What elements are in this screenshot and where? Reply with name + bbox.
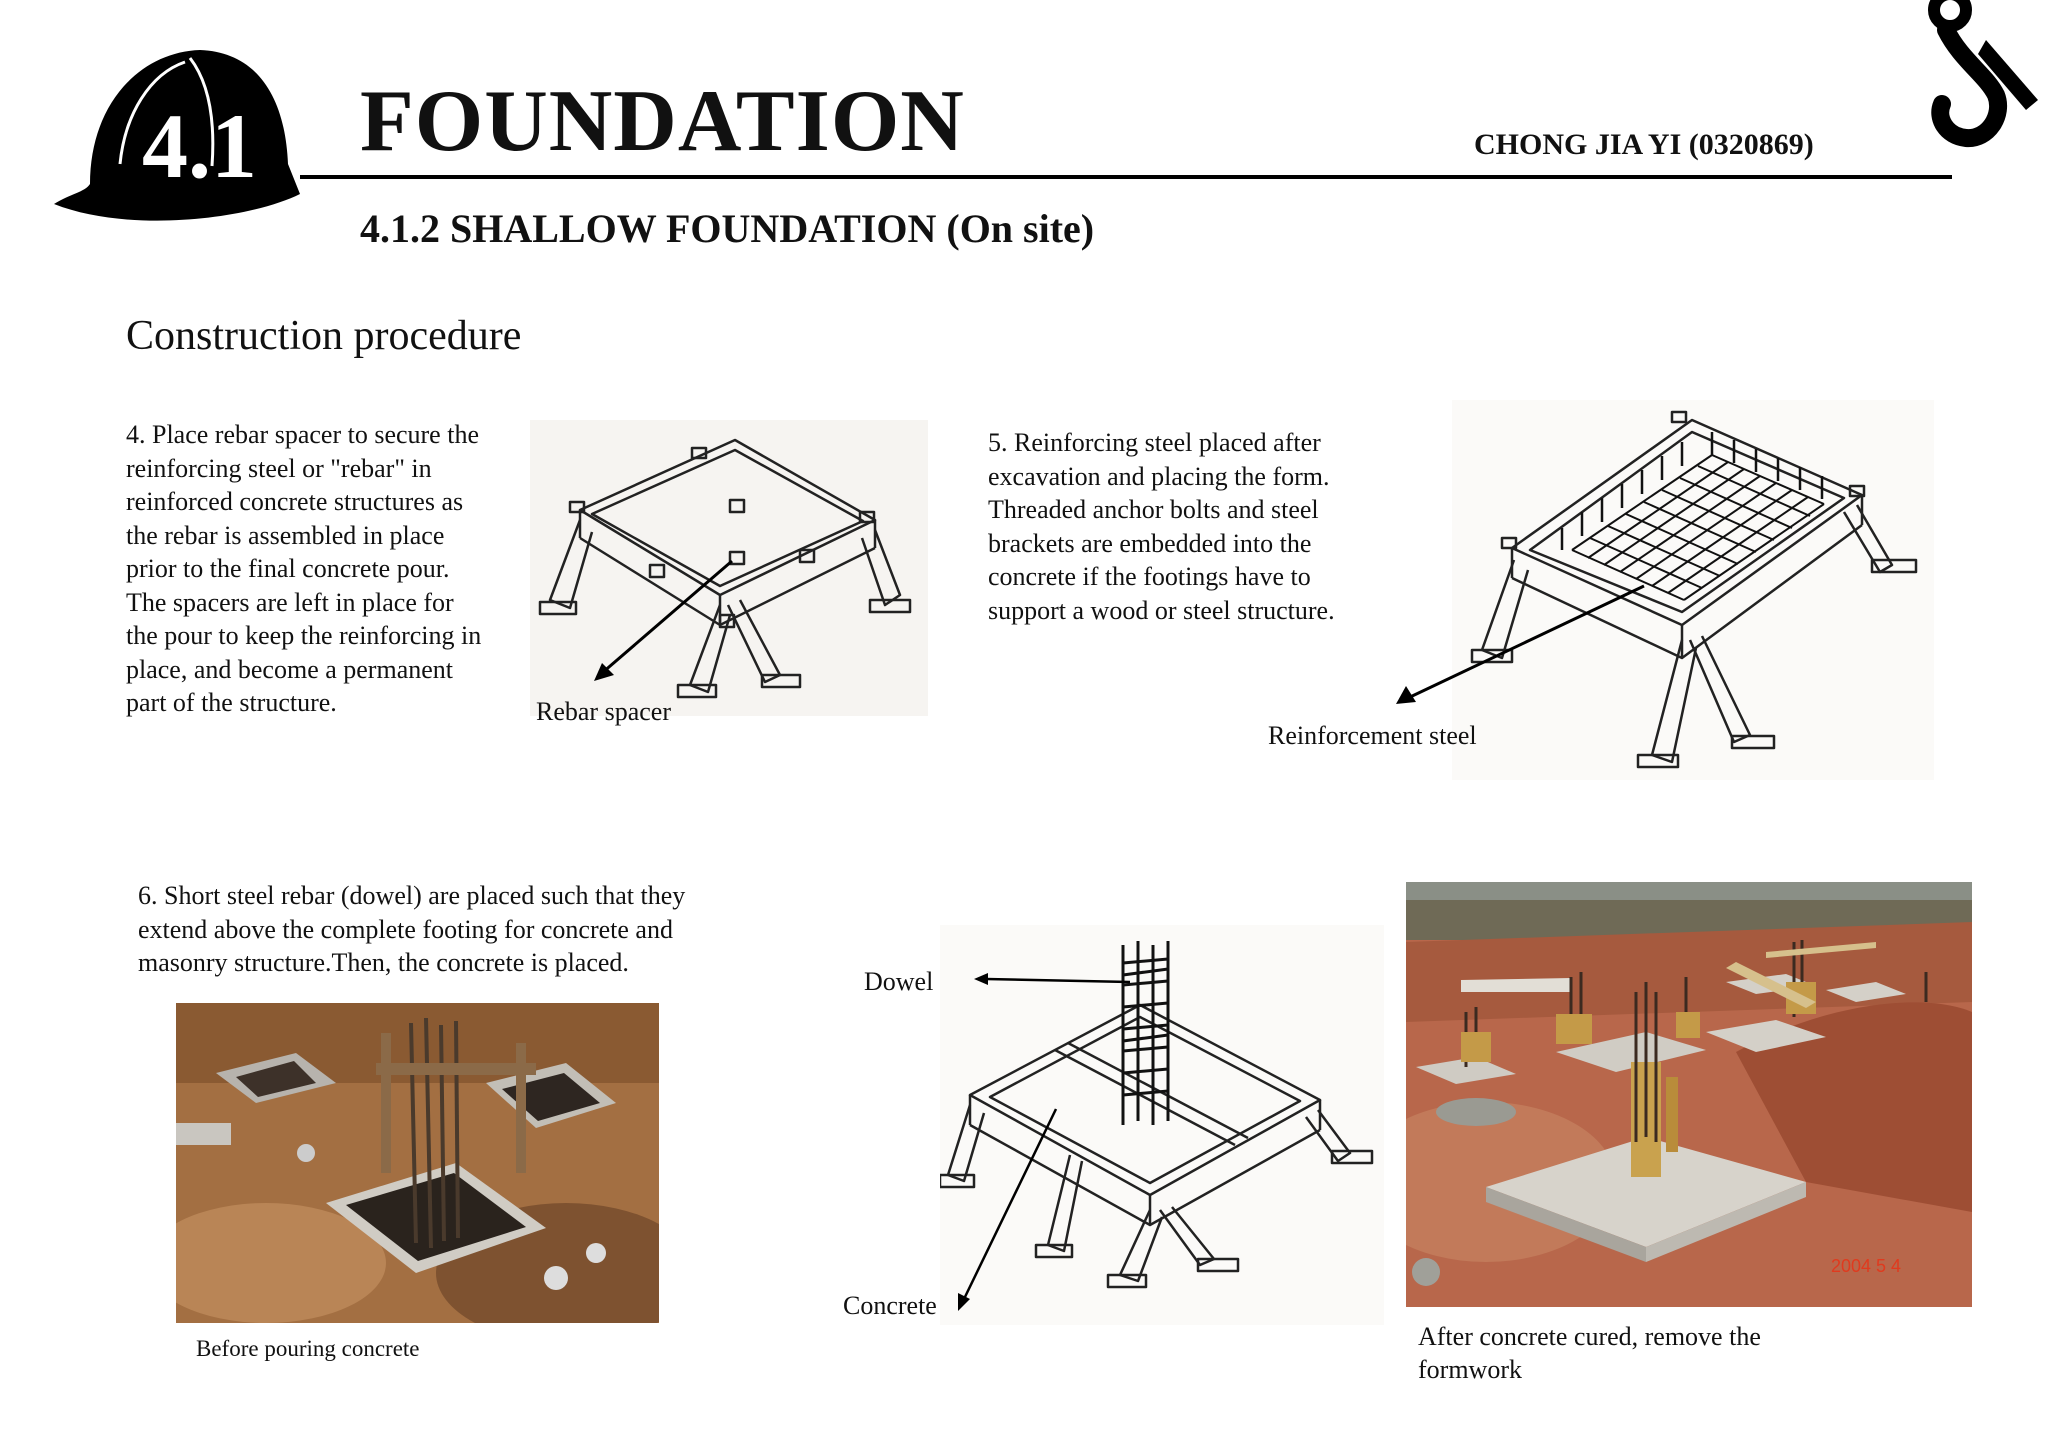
rebar-spacer-arrow bbox=[590, 555, 740, 685]
date-stamp: 2004 5 4 bbox=[1831, 1256, 1902, 1276]
crane-hook-logo bbox=[1926, 0, 2048, 150]
step5-line: support a wood or steel structure. bbox=[988, 595, 1335, 625]
section-title: Construction procedure bbox=[126, 313, 522, 359]
reinforcement-steel-arrow bbox=[1392, 580, 1652, 710]
after-caption-line: After concrete cured, remove the bbox=[1418, 1322, 1761, 1351]
header-rule bbox=[300, 175, 1952, 179]
step5-line: concrete if the footings have to bbox=[988, 562, 1311, 591]
concrete-label: Concrete bbox=[843, 1291, 937, 1320]
step5-line: 5. Reinforcing steel placed after bbox=[988, 428, 1321, 457]
step4-line: prior to the final concrete pour. bbox=[126, 554, 450, 583]
after-cured-caption bbox=[1418, 1320, 1761, 1386]
step6-line: 6. Short steel rebar (dowel) are placed such that they bbox=[138, 881, 686, 910]
after-caption-line: formwork bbox=[1418, 1355, 1522, 1384]
hard-hat-badge bbox=[50, 44, 310, 234]
before-pouring-caption: Before pouring concrete bbox=[196, 1336, 420, 1361]
crane-hook-icon bbox=[1926, 0, 2048, 150]
concrete-arrow bbox=[952, 1105, 1062, 1315]
badge-number: 4.1 bbox=[142, 95, 257, 197]
step4-line: The spacers are left in place for bbox=[126, 587, 454, 617]
step6-line: masonry structure.Then, the concrete is placed. bbox=[138, 948, 629, 977]
step4-line: the pour to keep the reinforcing in bbox=[126, 621, 482, 650]
step5-text bbox=[988, 426, 1408, 627]
rebar-spacer-label: Rebar spacer bbox=[536, 697, 671, 726]
reinforcement-steel-label: Reinforcement steel bbox=[1268, 721, 1477, 750]
step5-line: excavation and placing the form. bbox=[988, 461, 1330, 491]
step4-line: 4. Place rebar spacer to secure the bbox=[126, 420, 479, 449]
step4-line: reinforcing steel or "rebar" in bbox=[126, 453, 432, 483]
step5-line: brackets are embedded into the bbox=[988, 528, 1312, 558]
step4-line: part of the structure. bbox=[126, 688, 337, 717]
step6-text bbox=[138, 879, 778, 980]
step6-line: extend above the complete footing for concrete and bbox=[138, 914, 673, 944]
dowel-arrow bbox=[972, 970, 1132, 990]
before-pouring-photo bbox=[176, 1003, 659, 1323]
step5-line: Threaded anchor bolts and steel bbox=[988, 495, 1319, 524]
page-subtitle: 4.1.2 SHALLOW FOUNDATION (On site) bbox=[360, 206, 1095, 251]
dowel-label: Dowel bbox=[864, 967, 934, 996]
step4-line: place, and become a permanent bbox=[126, 654, 453, 684]
step4-line: the rebar is assembled in place bbox=[126, 520, 445, 550]
page-title: FOUNDATION bbox=[360, 73, 965, 170]
step4-text bbox=[126, 418, 536, 720]
after-cured-photo bbox=[1406, 882, 1972, 1307]
step4-line: reinforced concrete structures as bbox=[126, 487, 464, 516]
author-name: CHONG JIA YI (0320869) bbox=[1474, 128, 1814, 161]
